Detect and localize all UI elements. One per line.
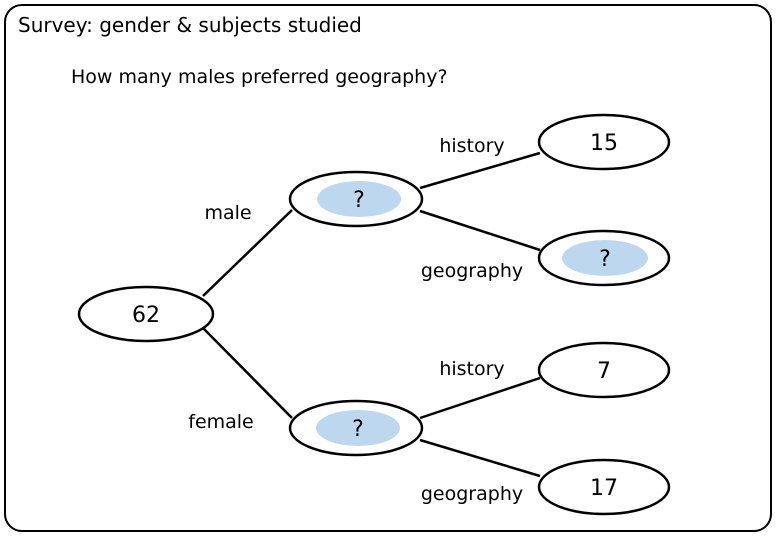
edge-female-geography xyxy=(420,440,540,476)
female-history-label: history xyxy=(439,358,505,380)
female-geography-label: geography xyxy=(420,483,524,505)
female-value: ? xyxy=(352,417,364,442)
edge-female-history xyxy=(420,378,540,418)
edge-male-geography xyxy=(420,211,540,250)
female-label: female xyxy=(188,411,254,433)
female-geography-value: 17 xyxy=(590,476,618,501)
female-history-value: 7 xyxy=(597,359,611,384)
root-value: 62 xyxy=(132,303,160,328)
male-value: ? xyxy=(353,188,365,213)
male-history-label: history xyxy=(439,135,505,157)
page-title: Survey: gender & subjects studied xyxy=(18,13,362,37)
question-text: How many males preferred geography? xyxy=(71,66,448,88)
male-geography-label: geography xyxy=(420,260,524,282)
edge-male-history xyxy=(420,153,540,188)
male-geography-value: ? xyxy=(599,247,611,272)
male-label: male xyxy=(204,202,252,224)
male-history-value: 15 xyxy=(590,131,618,156)
edge-root-female xyxy=(203,328,292,418)
